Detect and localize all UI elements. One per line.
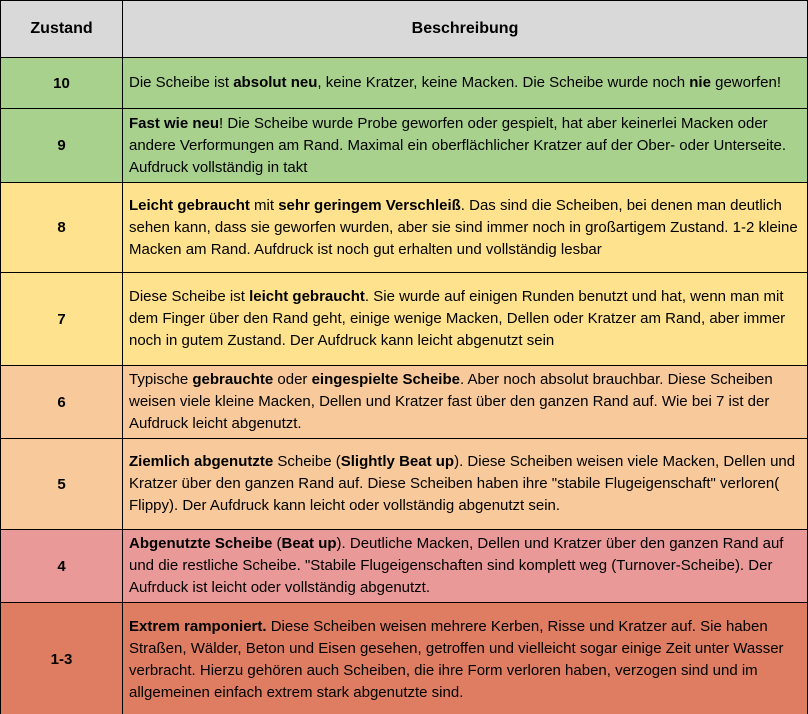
text-segment: absolut neu bbox=[233, 74, 318, 91]
zustand-cell: 10 bbox=[1, 58, 123, 109]
text-segment: Diese Scheiben weisen mehrere Kerben, Risse und Kratzer auf. Sie haben Straßen, Wälder, Beton und Eisen gesehen, getroffen und vielleicht sogar einige Zeit unter Wasser verbracht. Hierzu gehören auch Scheiben, die ihre Form verloren haben, verzogen sind und im allgemeinen einfach extrem stark abgenutzte sind. bbox=[129, 617, 784, 701]
text-segment: ! Die Scheibe wurde Probe geworfen oder gespielt, hat aber keinerlei Macken oder andere Verformungen am Rand. Maximal ein oberflächlicher Kratzer auf der Ober- oder Unterseite. Aufdruck vollständig in takt bbox=[129, 114, 786, 176]
text-segment: Ziemlich abgenutzte bbox=[129, 453, 274, 470]
beschreibung-cell bbox=[123, 273, 808, 366]
text-segment: . Das sind die Scheiben, bei denen man deutlich sehen kann, dass sie geworfen wurden, aber sie sind immer noch in großartigem Zustand. 1-2 kleine Macken am Rand. Aufdruck ist noch gut erhalten und vollständig lesbar bbox=[129, 196, 798, 258]
text-segment: eingespielte Scheibe bbox=[311, 371, 460, 388]
text-segment: Extrem ramponiert. bbox=[129, 617, 267, 635]
text-segment: , keine Kratzer, keine Macken. Die Scheibe wurde noch bbox=[317, 74, 690, 91]
beschreibung-cell bbox=[123, 58, 808, 109]
text-segment: Typische bbox=[129, 371, 193, 388]
table-row bbox=[1, 366, 808, 439]
beschreibung-cell bbox=[123, 603, 808, 714]
header-row bbox=[1, 1, 808, 58]
column-header-zustand: Zustand bbox=[1, 1, 123, 58]
text-segment: oder bbox=[273, 371, 312, 388]
zustand-cell: 8 bbox=[1, 183, 123, 273]
text-segment: sehr geringem Verschleiß bbox=[278, 196, 461, 214]
beschreibung-cell bbox=[123, 109, 808, 183]
zustand-cell: 5 bbox=[1, 439, 123, 530]
table-row bbox=[1, 58, 808, 109]
text-segment: geworfen! bbox=[710, 74, 781, 91]
table-row bbox=[1, 273, 808, 366]
text-segment: ). Diese Scheiben weisen viele Macken, Dellen und Kratzer über den ganzen Rand auf. Diese Scheiben haben ihre "stabile Flugeigenschaft" verloren( Flippy). Der Aufdruck kann leicht oder vollständig abgenutzt sein. bbox=[129, 453, 796, 514]
table-header bbox=[1, 1, 808, 58]
text-segment: Abgenutzte Scheibe bbox=[129, 535, 273, 552]
text-segment: gebrauchte bbox=[192, 371, 274, 388]
table-row bbox=[1, 530, 808, 603]
table-body bbox=[1, 58, 808, 714]
text-segment: Beat up bbox=[281, 535, 337, 552]
beschreibung-cell bbox=[123, 366, 808, 439]
beschreibung-cell bbox=[123, 530, 808, 603]
table-row bbox=[1, 183, 808, 273]
text-segment: . Aber noch absolut brauchbar. Diese Scheiben weisen viele kleine Macken, Dellen und Kratzer fast über den ganzen Rand auf. Wie bei 7 ist der Aufdruck leicht abgenutzt. bbox=[129, 371, 773, 432]
text-segment: nie bbox=[689, 74, 711, 91]
zustand-cell: 9 bbox=[1, 109, 123, 183]
text-segment: Leicht gebraucht bbox=[129, 196, 250, 214]
table-row bbox=[1, 109, 808, 183]
text-segment: ( bbox=[272, 535, 282, 552]
text-segment: Scheibe ( bbox=[273, 453, 341, 470]
zustand-cell: 4 bbox=[1, 530, 123, 603]
text-segment: ). Deutliche Macken, Dellen und Kratzer über den ganzen Rand auf und die restliche Scheibe. "Stabile Flugeigenschaften sind komplett weg (Turnover-Scheibe). Der Aufrduck ist leicht oder vollständig abgenutzt. bbox=[129, 535, 784, 596]
table-row bbox=[1, 603, 808, 714]
text-segment: leicht gebraucht bbox=[249, 288, 365, 305]
text-segment: Die Scheibe ist bbox=[129, 74, 234, 91]
column-header-beschreibung: Beschreibung bbox=[123, 1, 808, 58]
zustand-cell: 6 bbox=[1, 366, 123, 439]
text-segment: Diese Scheibe ist bbox=[129, 288, 250, 305]
table-row bbox=[1, 439, 808, 530]
text-segment: Slightly Beat up bbox=[340, 453, 455, 470]
text-segment: Fast wie neu bbox=[129, 114, 220, 132]
zustand-cell: 7 bbox=[1, 273, 123, 366]
text-segment: . Sie wurde auf einigen Runden benutzt und hat, wenn man mit dem Finger über den Rand geht, einige wenige Macken, Dellen oder Kratzer am Rand, aber immer noch in gutem Zustand. Der Aufdruck kann leicht abgenutzt sein bbox=[129, 288, 786, 349]
beschreibung-cell bbox=[123, 439, 808, 530]
zustand-cell: 1-3 bbox=[1, 603, 123, 714]
beschreibung-cell bbox=[123, 183, 808, 273]
text-segment: mit bbox=[249, 196, 279, 214]
